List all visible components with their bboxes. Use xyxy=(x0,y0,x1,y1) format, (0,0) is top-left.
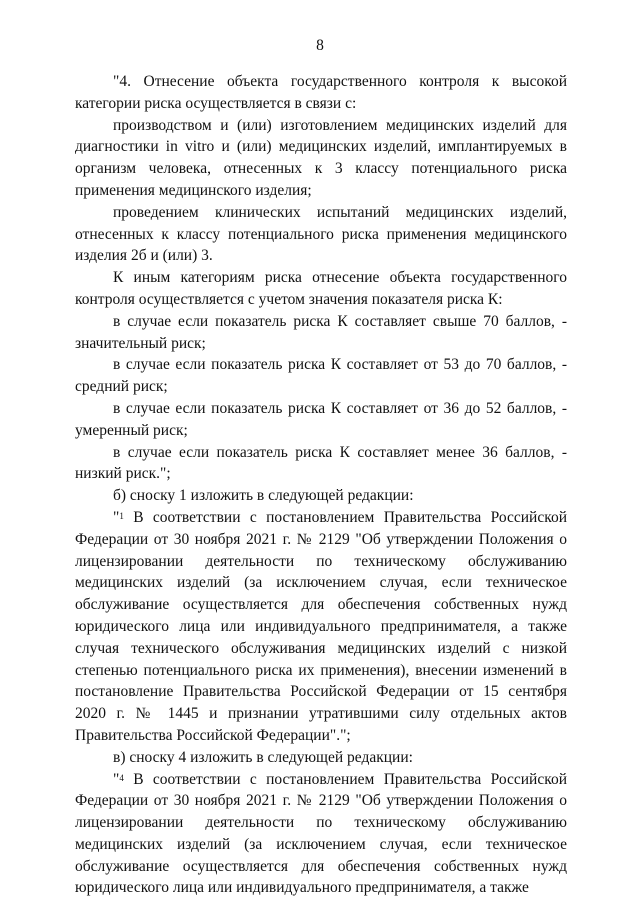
paragraph-footnote4-amendment: в) сноску 4 изложить в следующей редакции: xyxy=(113,748,413,766)
footnote-marker-1: 1 xyxy=(119,510,124,521)
paragraph-footnote1-text xyxy=(75,507,567,747)
footnote4-body: В соответствии с постановлением Правительства Российской Федерации от 30 ноября 2021 г. № 2129 "Об утверждении Положения о лицензировании деятельности по техническому обслуживанию медицинских изделий (за исключением случая, если техническое обслуживание осуществляется для обеспечения собственных нужд юридического лица или индивидуального предпринимателя, а также xyxy=(75,770,567,897)
paragraph-footnote4-text xyxy=(75,769,567,900)
paragraph-other-categories: К иным категориям риска отнесение объекта государственного контроля осуществляется с учетом значения показателя риска К: xyxy=(75,269,567,308)
paragraph-significant-risk: в случае если показатель риска К составляет свыше 70 баллов, - значительный риск; xyxy=(75,312,567,352)
paragraph-clinical-trials: проведением клинических испытаний медицинских изделий, отнесенных к классу потенциального риска применения медицинского изделия 2б и (или) 3. xyxy=(75,203,567,265)
footnote1-body: В соответствии с постановлением Правительства Российской Федерации от 30 ноября 2021 г. № 2129 "Об утверждении Положения о лицензировании деятельности по техническому обслуживанию медицинских изделий (за исключением случая, если техническое обслуживание осуществляется для обеспечения собственных нужд юридического лица или индивидуального предпринимателя, а также случая технического обслуживания медицинских изделий с низкой степенью потенциального риска их применения), внесении изменений в постановление Правительства Российской Федерации от 15 сентября 2020 г. № 1445 и признании утратившими силу отдельных актов Правительства Российской Федерации"."; xyxy=(75,508,567,744)
quote-mark: " xyxy=(113,770,120,788)
footnote-marker-4: 4 xyxy=(119,772,124,783)
page-number: 8 xyxy=(316,37,324,54)
paragraph-low-risk: в случае если показатель риска К составляет менее 36 баллов, - низкий риск."; xyxy=(75,443,567,483)
paragraph-risk-high-intro: "4. Отнесение объекта государственного контроля к высокой категории риска осуществляется в связи с: xyxy=(75,73,567,112)
paragraph-moderate-risk: в случае если показатель риска К составляет от 36 до 52 баллов, - умеренный риск; xyxy=(75,399,567,439)
paragraph-medium-risk: в случае если показатель риска К составляет от 53 до 70 баллов, - средний риск; xyxy=(75,356,567,396)
paragraph-footnote1-amendment: б) сноску 1 изложить в следующей редакции: xyxy=(113,487,414,505)
quote-mark: " xyxy=(113,508,120,526)
document-body xyxy=(75,71,567,899)
paragraph-production-criteria: производством и (или) изготовлением медицинских изделий для диагностики in vitro и (или) медицинских изделий, имплантируемых в организм человека, отнесенных к 3 классу потенциального риска применения медицинского изделия; xyxy=(75,116,567,199)
